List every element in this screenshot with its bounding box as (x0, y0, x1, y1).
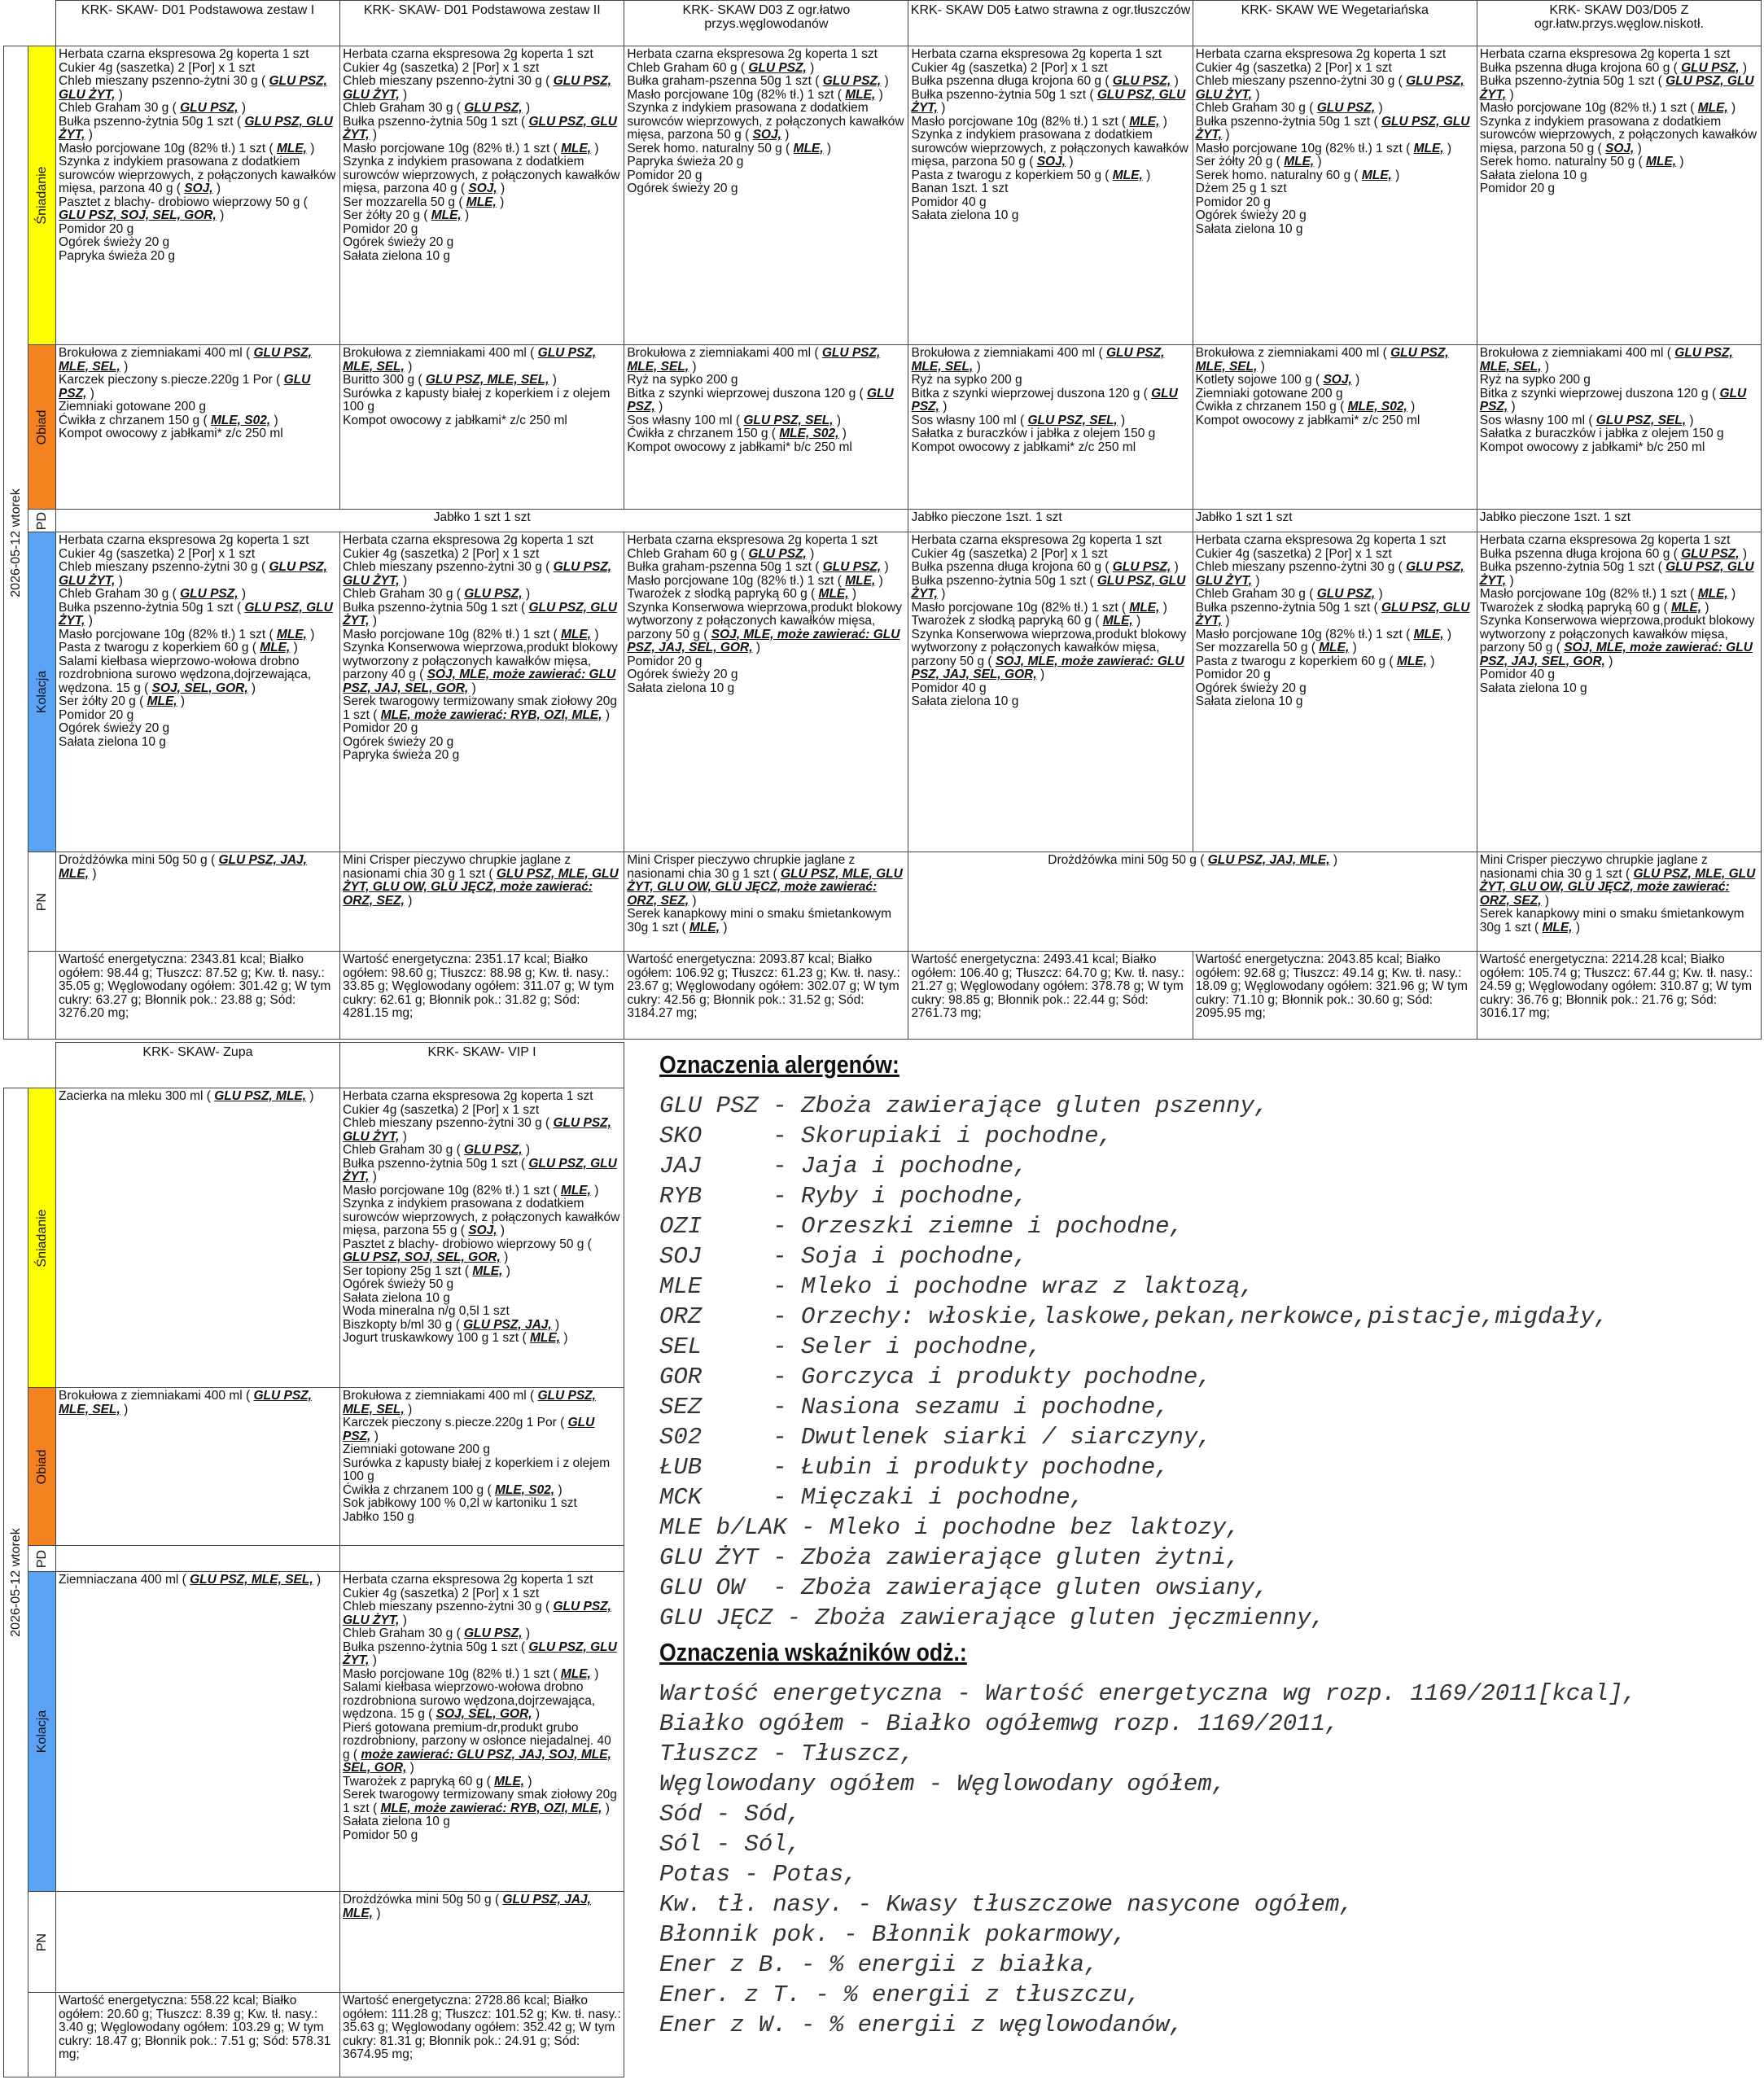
legend-row: GOR - Gorczyca i produkty pochodne, (659, 1364, 1212, 1390)
meal-label-lunch: Obiad (28, 345, 56, 510)
menu-cell: Herbata czarna ekspresowa 2g koperta 1 szt Chleb Graham 60 g ( GLU PSZ, ) Bułka graham-pszenna 50g 1 szt ( GLU PSZ, ) Masło porcjowane 10g (82% tł.) 1 szt ( MLE, ) Twarożek z słodką papryką 60 g ( MLE, ) Szynka Konserwowa wieprzowa,produkt blokowy wytworzony z połączonych kawałków mięsa, parzony 50 g ( SOJ, MLE, może zawierać: GLU PSZ, JAJ, SEL, GOR, ) Pomidor 20 g Ogórek świeży 20 g Sałata zielona 10 g (624, 532, 908, 852)
menu-cell: Brokułowa z ziemniakami 400 ml ( GLU PSZ, MLE, SEL, ) Karczek pieczony s.piecze.220g 1 Por ( GLU PSZ, ) Ziemniaki gotowane 200 g Surówka z kapusty białej z koperkiem i z olejem 100 g Ćwikła z chrzanem 100 g ( MLE, S02, ) Sok jabłkowy 100 % 0,2l w kartoniku 1 szt Jabłko 150 g (340, 1388, 624, 1546)
menu-cell (340, 1546, 624, 1572)
diet-header: KRK- SKAW- D01 Podstawowa zestaw I (56, 1, 340, 46)
meal-label-evening: PN (28, 1892, 56, 1993)
legend-row: Błonnik pok. - Błonnik pokarmowy, (659, 1921, 1127, 1948)
legend-row: ORZ - Orzechy: włoskie,laskowe,pekan,nerkowce,pistacje,migdały, (659, 1303, 1609, 1330)
legend-row: Białko ogółem - Białko ogółemwg rozp. 1169/2011, (659, 1710, 1340, 1737)
nutrition-cell: Wartość energetyczna: 2214.28 kcal; Białko ogółem: 105.74 g; Tłuszcz: 67.44 g; Kw. tł. nasy.: 24.59 g; Węglowodany ogółem: 310.87 g; W tym cukry: 36.76 g; Błonnik pok.: 21.76 g; Sód: 3016.17 mg; (1477, 952, 1761, 1040)
legend-row: Sól - Sól, (659, 1831, 802, 1858)
meal-label-evening: PN (28, 852, 56, 952)
nutrition-cell: Wartość energetyczna: 2093.87 kcal; Białko ogółem: 106.92 g; Tłuszcz: 61.23 g; Kw. tł. nasy.: 23.67 g; Węglowodany ogółem: 302.07 g; W tym cukry: 42.56 g; Błonnik pok.: 31.52 g; Sód: 3184.27 mg; (624, 952, 908, 1040)
menu-cell: Brokułowa z ziemniakami 400 ml ( GLU PSZ, MLE, SEL, ) Karczek pieczony s.piecze.220g 1 Por ( GLU PSZ, ) Ziemniaki gotowane 200 g Ćwikła z chrzanem 150 g ( MLE, S02, ) Kompot owocowy z jabłkami* z/c 250 ml (56, 345, 340, 510)
nutrition-cell: Wartość energetyczna: 2493.41 kcal; Białko ogółem: 106.40 g; Tłuszcz: 64.70 g; Kw. tł. nasy.: 21.27 g; Węglowodany ogółem: 378.78 g; W tym cukry: 98.85 g; Błonnik pok.: 22.44 g; Sód: 2761.73 mg; (908, 952, 1193, 1040)
menu-cell: Drożdżówka mini 50g 50 g ( GLU PSZ, JAJ, MLE, ) (56, 852, 340, 952)
nutrition-cell: Wartość energetyczna: 2728.86 kcal; Białko ogółem: 111.28 g; Tłuszcz: 101.52 g; Kw. tł. nasy.: 35.63 g; Węglowodany ogółem: 352.42 g; W tym cukry: 81.31 g; Błonnik pok.: 24.91 g; Sód: 3674.95 mg; (340, 1993, 624, 2077)
meal-label-nutrition (28, 952, 56, 1040)
menu-cell: Brokułowa z ziemniakami 400 ml ( GLU PSZ, MLE, SEL, ) Buritto 300 g ( GLU PSZ, MLE, SEL, ) Surówka z kapusty białej z koperkiem i z olejem 100 g Kompot owocowy z jabłkami* z/c 250 ml (340, 345, 624, 510)
menu-cell: Herbata czarna ekspresowa 2g koperta 1 szt Cukier 4g (saszetka) 2 [Por] x 1 szt Chleb mieszany pszenno-żytni 30 g ( GLU PSZ, GLU ŻYT, ) Chleb Graham 30 g ( GLU PSZ, ) Bułka pszenno-żytnia 50g 1 szt ( GLU PSZ, GLU ŻYT, ) Masło porcjowane 10g (82% tł.) 1 szt ( MLE, ) Szynka z indykiem prasowana z dodatkiem surowców wieprzowych, z połączonych kawałków mięsa, parzona 40 g ( SOJ, ) Pasztet z blachy- drobiowo wieprzowy 50 g ( GLU PSZ, SOJ, SEL, GOR, ) Pomidor 20 g Ogórek świeży 20 g Papryka świeża 20 g (56, 46, 340, 345)
nutrition-cell: Wartość energetyczna: 2351.17 kcal; Białko ogółem: 98.60 g; Tłuszcz: 88.98 g; Kw. tł. nasy.: 33.85 g; Węglowodany ogółem: 311.07 g; W tym cukry: 62.61 g; Błonnik pok.: 31.82 g; Sód: 4281.15 mg; (340, 952, 624, 1040)
allergen-list (659, 1091, 1750, 1633)
menu-cell: Herbata czarna ekspresowa 2g koperta 1 szt Cukier 4g (saszetka) 2 [Por] x 1 szt Chleb mieszany pszenno-żytni 30 g ( GLU PSZ, GLU ŻYT, ) Chleb Graham 30 g ( GLU PSZ, ) Bułka pszenno-żytnia 50g 1 szt ( GLU PSZ, GLU ŻYT, ) Masło porcjowane 10g (82% tł.) 1 szt ( MLE, ) Szynka z indykiem prasowana z dodatkiem surowców wieprzowych, z połączonych kawałków mięsa, parzona 40 g ( SOJ, ) Ser mozzarella 50 g ( MLE, ) Ser żółty 20 g ( MLE, ) Pomidor 20 g Ogórek świeży 20 g Sałata zielona 10 g (340, 46, 624, 345)
menu-cell: Jabłko pieczone 1szt. 1 szt (1477, 510, 1761, 532)
date-label: 2026-05-12 wtorek (4, 1088, 28, 2077)
legend-row: Ener z B. - % energii z białka, (659, 1951, 1099, 1978)
menu-cell: Ziemniaczana 400 ml ( GLU PSZ, MLE, SEL, ) (56, 1572, 340, 1892)
menu-cell: Herbata czarna ekspresowa 2g koperta 1 szt Cukier 4g (saszetka) 2 [Por] x 1 szt Bułka pszenna długa krojona 60 g ( GLU PSZ, ) Bułka pszenno-żytnia 50g 1 szt ( GLU PSZ, GLU ŻYT, ) Masło porcjowane 10g (82% tł.) 1 szt ( MLE, ) Szynka z indykiem prasowana z dodatkiem surowców wieprzowych, z połączonych kawałków mięsa, parzona 50 g ( SOJ, ) Pasta z twarogu z koperkiem 50 g ( MLE, ) Banan 1szt. 1 szt Pomidor 40 g Sałata zielona 10 g (908, 46, 1193, 345)
legend-row: Węglowodany ogółem - Węglowodany ogółem, (659, 1771, 1227, 1797)
menu-cell (56, 1892, 340, 1993)
menu-cell: Herbata czarna ekspresowa 2g koperta 1 szt Chleb Graham 60 g ( GLU PSZ, ) Bułka graham-pszenna 50g 1 szt ( GLU PSZ, ) Masło porcjowane 10g (82% tł.) 1 szt ( MLE, ) Szynka z indykiem prasowana z dodatkiem surowców wieprzowych, z połączonych kawałków mięsa, parzona 50 g ( SOJ, ) Serek homo. naturalny 50 g ( MLE, ) Papryka świeża 20 g Pomidor 20 g Ogórek świeży 20 g (624, 46, 908, 345)
menu-cell: Brokułowa z ziemniakami 400 ml ( GLU PSZ, MLE, SEL, ) Kotlety sojowe 100 g ( SOJ, ) Ziemniaki gotowane 200 g Ćwikła z chrzanem 150 g ( MLE, S02, ) Kompot owocowy z jabłkami* z/c 250 ml (1193, 345, 1477, 510)
menu-cell: Brokułowa z ziemniakami 400 ml ( GLU PSZ, MLE, SEL, ) Ryż na sypko 200 g Bitka z szynki wieprzowej duszona 120 g ( GLU PSZ, ) Sos własny 100 ml ( GLU PSZ, SEL, ) Sałatka z buraczków i jabłka z olejem 150 g Kompot owocowy z jabłkami* z/c 250 ml (908, 345, 1193, 510)
header-corner (4, 1, 56, 46)
menu-cell (56, 1546, 340, 1572)
legend-row: MLE - Mleko i pochodne wraz z laktozą, (659, 1273, 1254, 1300)
legend-row: GLU OW - Zboża zawierające gluten owsiany, (659, 1574, 1269, 1601)
diet-header: KRK- SKAW- D01 Podstawowa zestaw II (340, 1, 624, 46)
legend (659, 1050, 1750, 2040)
legend-row: JAJ - Jaja i pochodne, (659, 1153, 1028, 1180)
menu-cell: Herbata czarna ekspresowa 2g koperta 1 szt Cukier 4g (saszetka) 2 [Por] x 1 szt Chleb mieszany pszenno-żytni 30 g ( GLU PSZ, GLU ŻYT, ) Chleb Graham 30 g ( GLU PSZ, ) Bułka pszenno-żytnia 50g 1 szt ( GLU PSZ, GLU ŻYT, ) Masło porcjowane 10g (82% tł.) 1 szt ( MLE, ) Ser mozzarella 50 g ( MLE, ) Pasta z twarogu z koperkiem 60 g ( MLE, ) Pomidor 20 g Ogórek świeży 20 g Sałata zielona 10 g (1193, 532, 1477, 852)
nutrition-cell: Wartość energetyczna: 558.22 kcal; Białko ogółem: 20.60 g; Tłuszcz: 8.39 g; Kw. tł. nasy.: 3.40 g; Węglowodany ogółem: 103.29 g; W tym cukry: 18.47 g; Błonnik pok.: 7.51 g; Sód: 578.31 mg; (56, 1993, 340, 2077)
menu-cell: Brokułowa z ziemniakami 400 ml ( GLU PSZ, MLE, SEL, ) Ryż na sypko 200 g Bitka z szynki wieprzowej duszona 120 g ( GLU PSZ, ) Sos własny 100 ml ( GLU PSZ, SEL, ) Sałatka z buraczków i jabłka z olejem 150 g Kompot owocowy z jabłkami* b/c 250 ml (1477, 345, 1761, 510)
legend-row: OZI - Orzeszki ziemne i pochodne, (659, 1213, 1184, 1240)
legend-row: Ener. z T. - % energii z tłuszczu, (659, 1981, 1141, 2008)
menu-cell: Mini Crisper pieczywo chrupkie jaglane z nasionami chia 30 g 1 szt ( GLU PSZ, MLE, GLU ŻYT, GLU OW, GLU JĘCZ, może zawierać: ORZ, SEZ, ) Serek kanapkowy mini o smaku śmietankowym 30g 1 szt ( MLE, ) (624, 852, 908, 952)
menu-cell: Jabłko 1 szt 1 szt (1193, 510, 1477, 532)
menu-cell: Mini Crisper pieczywo chrupkie jaglane z nasionami chia 30 g 1 szt ( GLU PSZ, MLE, GLU ŻYT, GLU OW, GLU JĘCZ, może zawierać: ORZ, SEZ, ) (340, 852, 624, 952)
diet-header: KRK- SKAW D03 Z ogr.łatwo przys.węglowodanów (624, 1, 908, 46)
indicator-list (659, 1679, 1750, 2040)
diet-header: KRK- SKAW- Zupa (56, 1043, 340, 1088)
legend-row: SEZ - Nasiona sezamu i pochodne, (659, 1394, 1170, 1421)
menu-cell: Jabłko pieczone 1szt. 1 szt (908, 510, 1193, 532)
meal-label-breakfast: Śniadanie (28, 1088, 56, 1388)
legend-row: RYB - Ryby i pochodne, (659, 1183, 1028, 1210)
meal-label-afternoon: PD (28, 510, 56, 532)
nutrition-cell: Wartość energetyczna: 2343.81 kcal; Białko ogółem: 98.44 g; Tłuszcz: 87.52 g; Kw. tł. nasy.: 35.05 g; Węglowodany ogółem: 301.42 g; W tym cukry: 63.27 g; Błonnik pok.: 23.88 g; Sód: 3276.20 mg; (56, 952, 340, 1040)
indicators-title: Oznaczenia wskaźników odż.: (659, 1638, 967, 1666)
legend-row: Wartość energetyczna - Wartość energetyczna wg rozp. 1169/2011[kcal], (659, 1680, 1637, 1707)
menu-cell: Mini Crisper pieczywo chrupkie jaglane z nasionami chia 30 g 1 szt ( GLU PSZ, MLE, GLU ŻYT, GLU OW, GLU JĘCZ, może zawierać: ORZ, SEZ, ) Serek kanapkowy mini o smaku śmietankowym 30g 1 szt ( MLE, ) (1477, 852, 1761, 952)
header-corner (4, 1043, 56, 1088)
legend-row: SEL - Seler i pochodne, (659, 1333, 1042, 1360)
menu-cell: Drożdżówka mini 50g 50 g ( GLU PSZ, JAJ, MLE, ) (908, 852, 1477, 952)
menu-cell: Herbata czarna ekspresowa 2g koperta 1 szt Cukier 4g (saszetka) 2 [Por] x 1 szt Chleb mieszany pszenno-żytni 30 g ( GLU PSZ, GLU ŻYT, ) Chleb Graham 30 g ( GLU PSZ, ) Bułka pszenno-żytnia 50g 1 szt ( GLU PSZ, GLU ŻYT, ) Masło porcjowane 10g (82% tł.) 1 szt ( MLE, ) Pasta z twarogu z koperkiem 60 g ( MLE, ) Salami kiełbasa wieprzowo-wołowa drobno rozdrobniona surowo wędzona,dojrzewająca, wędzona. 15 g ( SOJ, SEL, GOR, ) Ser żółty 20 g ( MLE, ) Pomidor 20 g Ogórek świeży 20 g Sałata zielona 10 g (56, 532, 340, 852)
legend-row: MLE b/LAK - Mleko i pochodne bez laktozy, (659, 1514, 1241, 1541)
meal-label-dinner: Kolacja (28, 532, 56, 852)
menu-cell: Herbata czarna ekspresowa 2g koperta 1 szt Bułka pszenna długa krojona 60 g ( GLU PSZ, ) Bułka pszenno-żytnia 50g 1 szt ( GLU PSZ, GLU ŻYT, ) Masło porcjowane 10g (82% tł.) 1 szt ( MLE, ) Twarożek z słodką papryką 60 g ( MLE, ) Szynka Konserwowa wieprzowa,produkt blokowy wytworzony z połączonych kawałków mięsa, parzony 50 g ( SOJ, MLE, może zawierać: GLU PSZ, JAJ, SEL, GOR, ) Pomidor 40 g Sałata zielona 10 g (1477, 532, 1761, 852)
menu-cell: Jabłko 1 szt 1 szt (56, 510, 908, 532)
legend-row: Kw. tł. nasy. - Kwasy tłuszczowe nasycone ogółem, (659, 1891, 1354, 1918)
legend-row: Ener z W. - % energii z węglowodanów, (659, 2012, 1184, 2038)
legend-row: MCK - Mięczaki i pochodne, (659, 1484, 1085, 1511)
meal-label-nutrition (28, 1993, 56, 2077)
meal-label-afternoon: PD (28, 1546, 56, 1572)
menu-table-main (3, 0, 1762, 1040)
legend-row: ŁUB - Łubin i produkty pochodne, (659, 1454, 1170, 1481)
diet-header: KRK- SKAW D05 Łatwo strawna z ogr.tłuszczów (908, 1, 1193, 46)
legend-row: S02 - Dwutlenek siarki / siarczyny, (659, 1424, 1212, 1451)
menu-cell: Drożdżówka mini 50g 50 g ( GLU PSZ, JAJ, MLE, ) (340, 1892, 624, 1993)
date-label: 2026-05-12 wtorek (4, 46, 28, 1040)
menu-cell: Herbata czarna ekspresowa 2g koperta 1 szt Cukier 4g (saszetka) 2 [Por] x 1 szt Bułka pszenna długa krojona 60 g ( GLU PSZ, ) Bułka pszenno-żytnia 50g 1 szt ( GLU PSZ, GLU ŻYT, ) Masło porcjowane 10g (82% tł.) 1 szt ( MLE, ) Twarożek z słodką papryką 60 g ( MLE, ) Szynka Konserwowa wieprzowa,produkt blokowy wytworzony z połączonych kawałków mięsa, parzony 50 g ( SOJ, MLE, może zawierać: GLU PSZ, JAJ, SEL, GOR, ) Pomidor 40 g Sałata zielona 10 g (908, 532, 1193, 852)
legend-row: GLU JĘCZ - Zboża zawierające gluten jęczmienny, (659, 1605, 1325, 1631)
nutrition-cell: Wartość energetyczna: 2043.85 kcal; Białko ogółem: 92.68 g; Tłuszcz: 49.14 g; Kw. tł. nasy.: 18.09 g; Węglowodany ogółem: 321.96 g; W tym cukry: 71.10 g; Błonnik pok.: 30.60 g; Sód: 2095.95 mg; (1193, 952, 1477, 1040)
menu-table-secondary (3, 1042, 624, 2077)
menu-cell: Herbata czarna ekspresowa 2g koperta 1 szt Bułka pszenna długa krojona 60 g ( GLU PSZ, ) Bułka pszenno-żytnia 50g 1 szt ( GLU PSZ, GLU ŻYT, ) Masło porcjowane 10g (82% tł.) 1 szt ( MLE, ) Szynka z indykiem prasowana z dodatkiem surowców wieprzowych, z połączonych kawałków mięsa, parzona 50 g ( SOJ, ) Serek homo. naturalny 50 g ( MLE, ) Sałata zielona 10 g Pomidor 20 g (1477, 46, 1761, 345)
legend-row: Potas - Potas, (659, 1861, 858, 1888)
diet-header: KRK- SKAW WE Wegetariańska (1193, 1, 1477, 46)
legend-row: GLU PSZ - Zboża zawierające gluten pszenny, (659, 1092, 1269, 1119)
legend-row: GLU ŻYT - Zboża zawierające gluten żytni, (659, 1544, 1241, 1571)
menu-cell: Herbata czarna ekspresowa 2g koperta 1 szt Cukier 4g (saszetka) 2 [Por] x 1 szt Chleb mieszany pszenno-żytni 30 g ( GLU PSZ, GLU ŻYT, ) Chleb Graham 30 g ( GLU PSZ, ) Bułka pszenno-żytnia 50g 1 szt ( GLU PSZ, GLU ŻYT, ) Masło porcjowane 10g (82% tł.) 1 szt ( MLE, ) Szynka z indykiem prasowana z dodatkiem surowców wieprzowych, z połączonych kawałków mięsa, parzona 55 g ( SOJ, ) Pasztet z blachy- drobiowo wieprzowy 50 g ( GLU PSZ, SOJ, SEL, GOR, ) Ser topiony 25g 1 szt ( MLE, ) Ogórek świeży 50 g Sałata zielona 10 g Woda mineralna n/g 0,5l 1 szt Biszkopty b/ml 30 g ( GLU PSZ, JAJ, ) Jogurt truskawkowy 100 g 1 szt ( MLE, ) (340, 1088, 624, 1388)
menu-cell: Herbata czarna ekspresowa 2g koperta 1 szt Cukier 4g (saszetka) 2 [Por] x 1 szt Chleb mieszany pszenno-żytni 30 g ( GLU PSZ, GLU ŻYT, ) Chleb Graham 30 g ( GLU PSZ, ) Bułka pszenno-żytnia 50g 1 szt ( GLU PSZ, GLU ŻYT, ) Masło porcjowane 10g (82% tł.) 1 szt ( MLE, ) Ser żółty 20 g ( MLE, ) Serek homo. naturalny 60 g ( MLE, ) Dżem 25 g 1 szt Pomidor 20 g Ogórek świeży 20 g Sałata zielona 10 g (1193, 46, 1477, 345)
menu-cell: Herbata czarna ekspresowa 2g koperta 1 szt Cukier 4g (saszetka) 2 [Por] x 1 szt Chleb mieszany pszenno-żytni 30 g ( GLU PSZ, GLU ŻYT, ) Chleb Graham 30 g ( GLU PSZ, ) Bułka pszenno-żytnia 50g 1 szt ( GLU PSZ, GLU ŻYT, ) Masło porcjowane 10g (82% tł.) 1 szt ( MLE, ) Szynka Konserwowa wieprzowa,produkt blokowy wytworzony z połączonych kawałków mięsa, parzony 40 g ( SOJ, MLE, może zawierać: GLU PSZ, JAJ, SEL, GOR, ) Serek twarogowy termizowany smak ziołowy 20g 1 szt ( MLE, może zawierać: RYB, OZI, MLE, ) Pomidor 20 g Ogórek świeży 20 g Papryka świeża 20 g (340, 532, 624, 852)
menu-cell: Zacierka na mleku 300 ml ( GLU PSZ, MLE, ) (56, 1088, 340, 1388)
legend-row: Sód - Sód, (659, 1801, 802, 1828)
diet-header: KRK- SKAW- VIP I (340, 1043, 624, 1088)
diet-header: KRK- SKAW D03/D05 Z ogr.łatw.przys.węglow.niskotł. (1477, 1, 1761, 46)
meal-label-breakfast: Śniadanie (28, 46, 56, 345)
legend-row: SKO - Skorupiaki i pochodne, (659, 1123, 1113, 1149)
legend-row: Tłuszcz - Tłuszcz, (659, 1740, 915, 1767)
menu-cell: Brokułowa z ziemniakami 400 ml ( GLU PSZ, MLE, SEL, ) Ryż na sypko 200 g Bitka z szynki wieprzowej duszona 120 g ( GLU PSZ, ) Sos własny 100 ml ( GLU PSZ, SEL, ) Ćwikła z chrzanem 150 g ( MLE, S02, ) Kompot owocowy z jabłkami* b/c 250 ml (624, 345, 908, 510)
allergens-title: Oznaczenia alergenów: (659, 1050, 900, 1079)
legend-row: SOJ - Soja i pochodne, (659, 1243, 1028, 1270)
menu-cell: Brokułowa z ziemniakami 400 ml ( GLU PSZ, MLE, SEL, ) (56, 1388, 340, 1546)
meal-label-lunch: Obiad (28, 1388, 56, 1546)
meal-label-dinner: Kolacja (28, 1572, 56, 1892)
menu-cell: Herbata czarna ekspresowa 2g koperta 1 szt Cukier 4g (saszetka) 2 [Por] x 1 szt Chleb mieszany pszenno-żytni 30 g ( GLU PSZ, GLU ŻYT, ) Chleb Graham 30 g ( GLU PSZ, ) Bułka pszenno-żytnia 50g 1 szt ( GLU PSZ, GLU ŻYT, ) Masło porcjowane 10g (82% tł.) 1 szt ( MLE, ) Salami kiełbasa wieprzowo-wołowa drobno rozdrobniona surowo wędzona,dojrzewająca, wędzona. 15 g ( SOJ, SEL, GOR, ) Pierś gotowana premium-dr,produkt grubo rozdrobniony, parzony w osłonce niejadalnej. 40 g ( może zawierać: GLU PSZ, JAJ, SOJ, MLE, SEL, GOR, ) Twarożek z papryką 60 g ( MLE, ) Serek twarogowy termizowany smak ziołowy 20g 1 szt ( MLE, może zawierać: RYB, OZI, MLE, ) Sałata zielona 10 g Pomidor 50 g (340, 1572, 624, 1892)
